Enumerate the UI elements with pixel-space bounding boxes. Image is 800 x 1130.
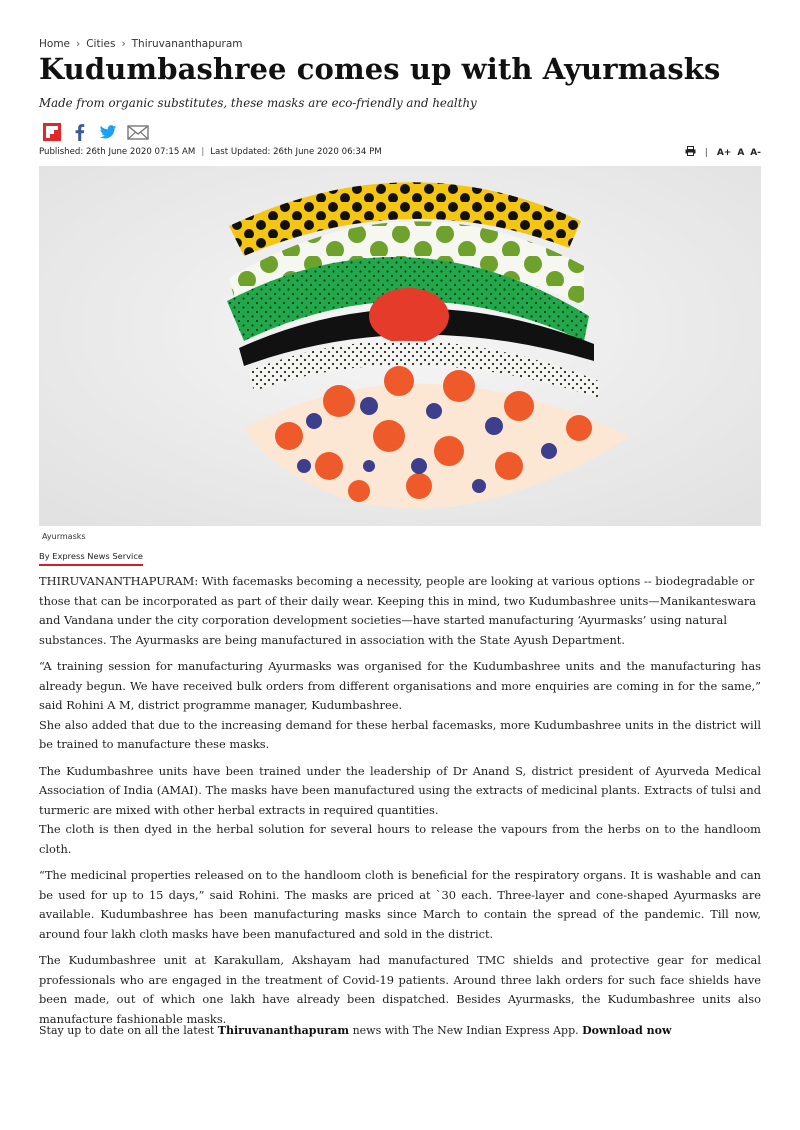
hero-image xyxy=(39,166,761,526)
app-promo-middle: news with The New Indian Express App. xyxy=(352,1024,579,1037)
article-paragraph: The Kudumbashree unit at Karakullam, Akshayam had manufactured TMC shields and protective gear for medical professionals who are engaged in the treatment of Covid-19 patients. Around three lakh orders for such face shields have been made, out of which one lakh have already been dispatched. Besides Ayurmasks, the Kudumbashree units also manufacture fashionable masks. xyxy=(39,953,761,1026)
article-paragraph: THIRUVANANTHAPURAM: With facemasks becoming a necessity, people are looking at various options -- biodegradable or those that can be incorporated as part of their daily wear. Keeping this in mind, two Kudumbashree units—Manikanteswara and Vandana under the city corporation development societies—have started manufacturing ‘Ayurmasks’ using natural substances. The Ayurmasks are being manufactured in association with the State Ayush Department. xyxy=(39,574,757,647)
subheadline: Made from organic substitutes, these masks are eco-friendly and healthy xyxy=(39,96,477,110)
published-date: Published: 26th June 2020 07:15 AM xyxy=(39,147,196,157)
updated-date: Last Updated: 26th June 2020 06:34 PM xyxy=(210,147,382,157)
article-paragraph: “A training session for manufacturing Ayurmasks was organised for the Kudumbashree units and the manufacturing has already begun. We have received bulk orders from different organisations and more enquiries are coming in for the same,” said Rohini A M, district programme manager, Kudumbashree. xyxy=(39,659,761,712)
breadcrumb-home[interactable]: Home xyxy=(39,38,71,50)
print-icon[interactable] xyxy=(685,146,696,159)
breadcrumb-city[interactable]: Thiruvananthapuram xyxy=(131,38,243,50)
app-promo-prefix: Stay up to date on all the latest xyxy=(39,1024,215,1037)
email-icon[interactable] xyxy=(127,123,149,141)
article-body xyxy=(39,572,761,1036)
breadcrumb xyxy=(39,38,243,50)
byline[interactable]: By Express News Service xyxy=(39,551,143,566)
article-paragraph: The cloth is then dyed in the herbal solution for several hours to release the vapours from the herbs on to the handloom cloth. xyxy=(39,822,761,856)
breadcrumb-separator: › xyxy=(121,38,126,50)
font-increase-button[interactable]: A+ xyxy=(716,147,732,158)
article-paragraph: The Kudumbashree units have been trained under the leadership of Dr Anand S, district president of Ayurveda Medical Association of India (AMAI). The masks have been manufactured using the extracts of medicinal plants. Extracts of tulsi and turmeric are mixed with other herbal extracts in required quantities. xyxy=(39,763,761,817)
font-normal-button[interactable]: A xyxy=(737,147,745,158)
article-meta xyxy=(39,147,761,159)
article-tools xyxy=(685,146,761,159)
facebook-icon[interactable] xyxy=(71,123,89,141)
breadcrumb-cities[interactable]: Cities xyxy=(86,38,116,50)
app-promo xyxy=(39,1024,671,1037)
meta-separator: | xyxy=(201,147,205,157)
breadcrumb-separator: › xyxy=(76,38,81,50)
article-paragraph: “The medicinal properties released on to the handloom cloth is beneficial for the respiratory organs. It is washable and can be used for up to 15 days,” said Rohini. The masks are priced at `30 each. Three-layer and cone-shaped Ayurmasks are available. Kudumbashree has been manufacturing masks since March to contain the spread of the pandemic. Till now, around four lakh cloth masks have been manufactured and sold in the district. xyxy=(39,868,761,941)
app-promo-city-link[interactable]: Thiruvananthapuram xyxy=(217,1024,350,1037)
twitter-icon[interactable] xyxy=(99,123,117,141)
font-decrease-button[interactable]: A- xyxy=(750,147,761,158)
download-now-link[interactable]: Download now xyxy=(582,1024,672,1037)
image-caption: Ayurmasks xyxy=(42,532,86,541)
tools-separator: | xyxy=(704,147,708,158)
article-paragraph: She also added that due to the increasing demand for these herbal facemasks, more Kudumbashree units in the district will be trained to manufacture these masks. xyxy=(39,717,761,751)
flipboard-icon[interactable] xyxy=(43,123,61,141)
share-bar xyxy=(43,123,149,141)
headline: Kudumbashree comes up with Ayurmasks xyxy=(39,52,721,86)
